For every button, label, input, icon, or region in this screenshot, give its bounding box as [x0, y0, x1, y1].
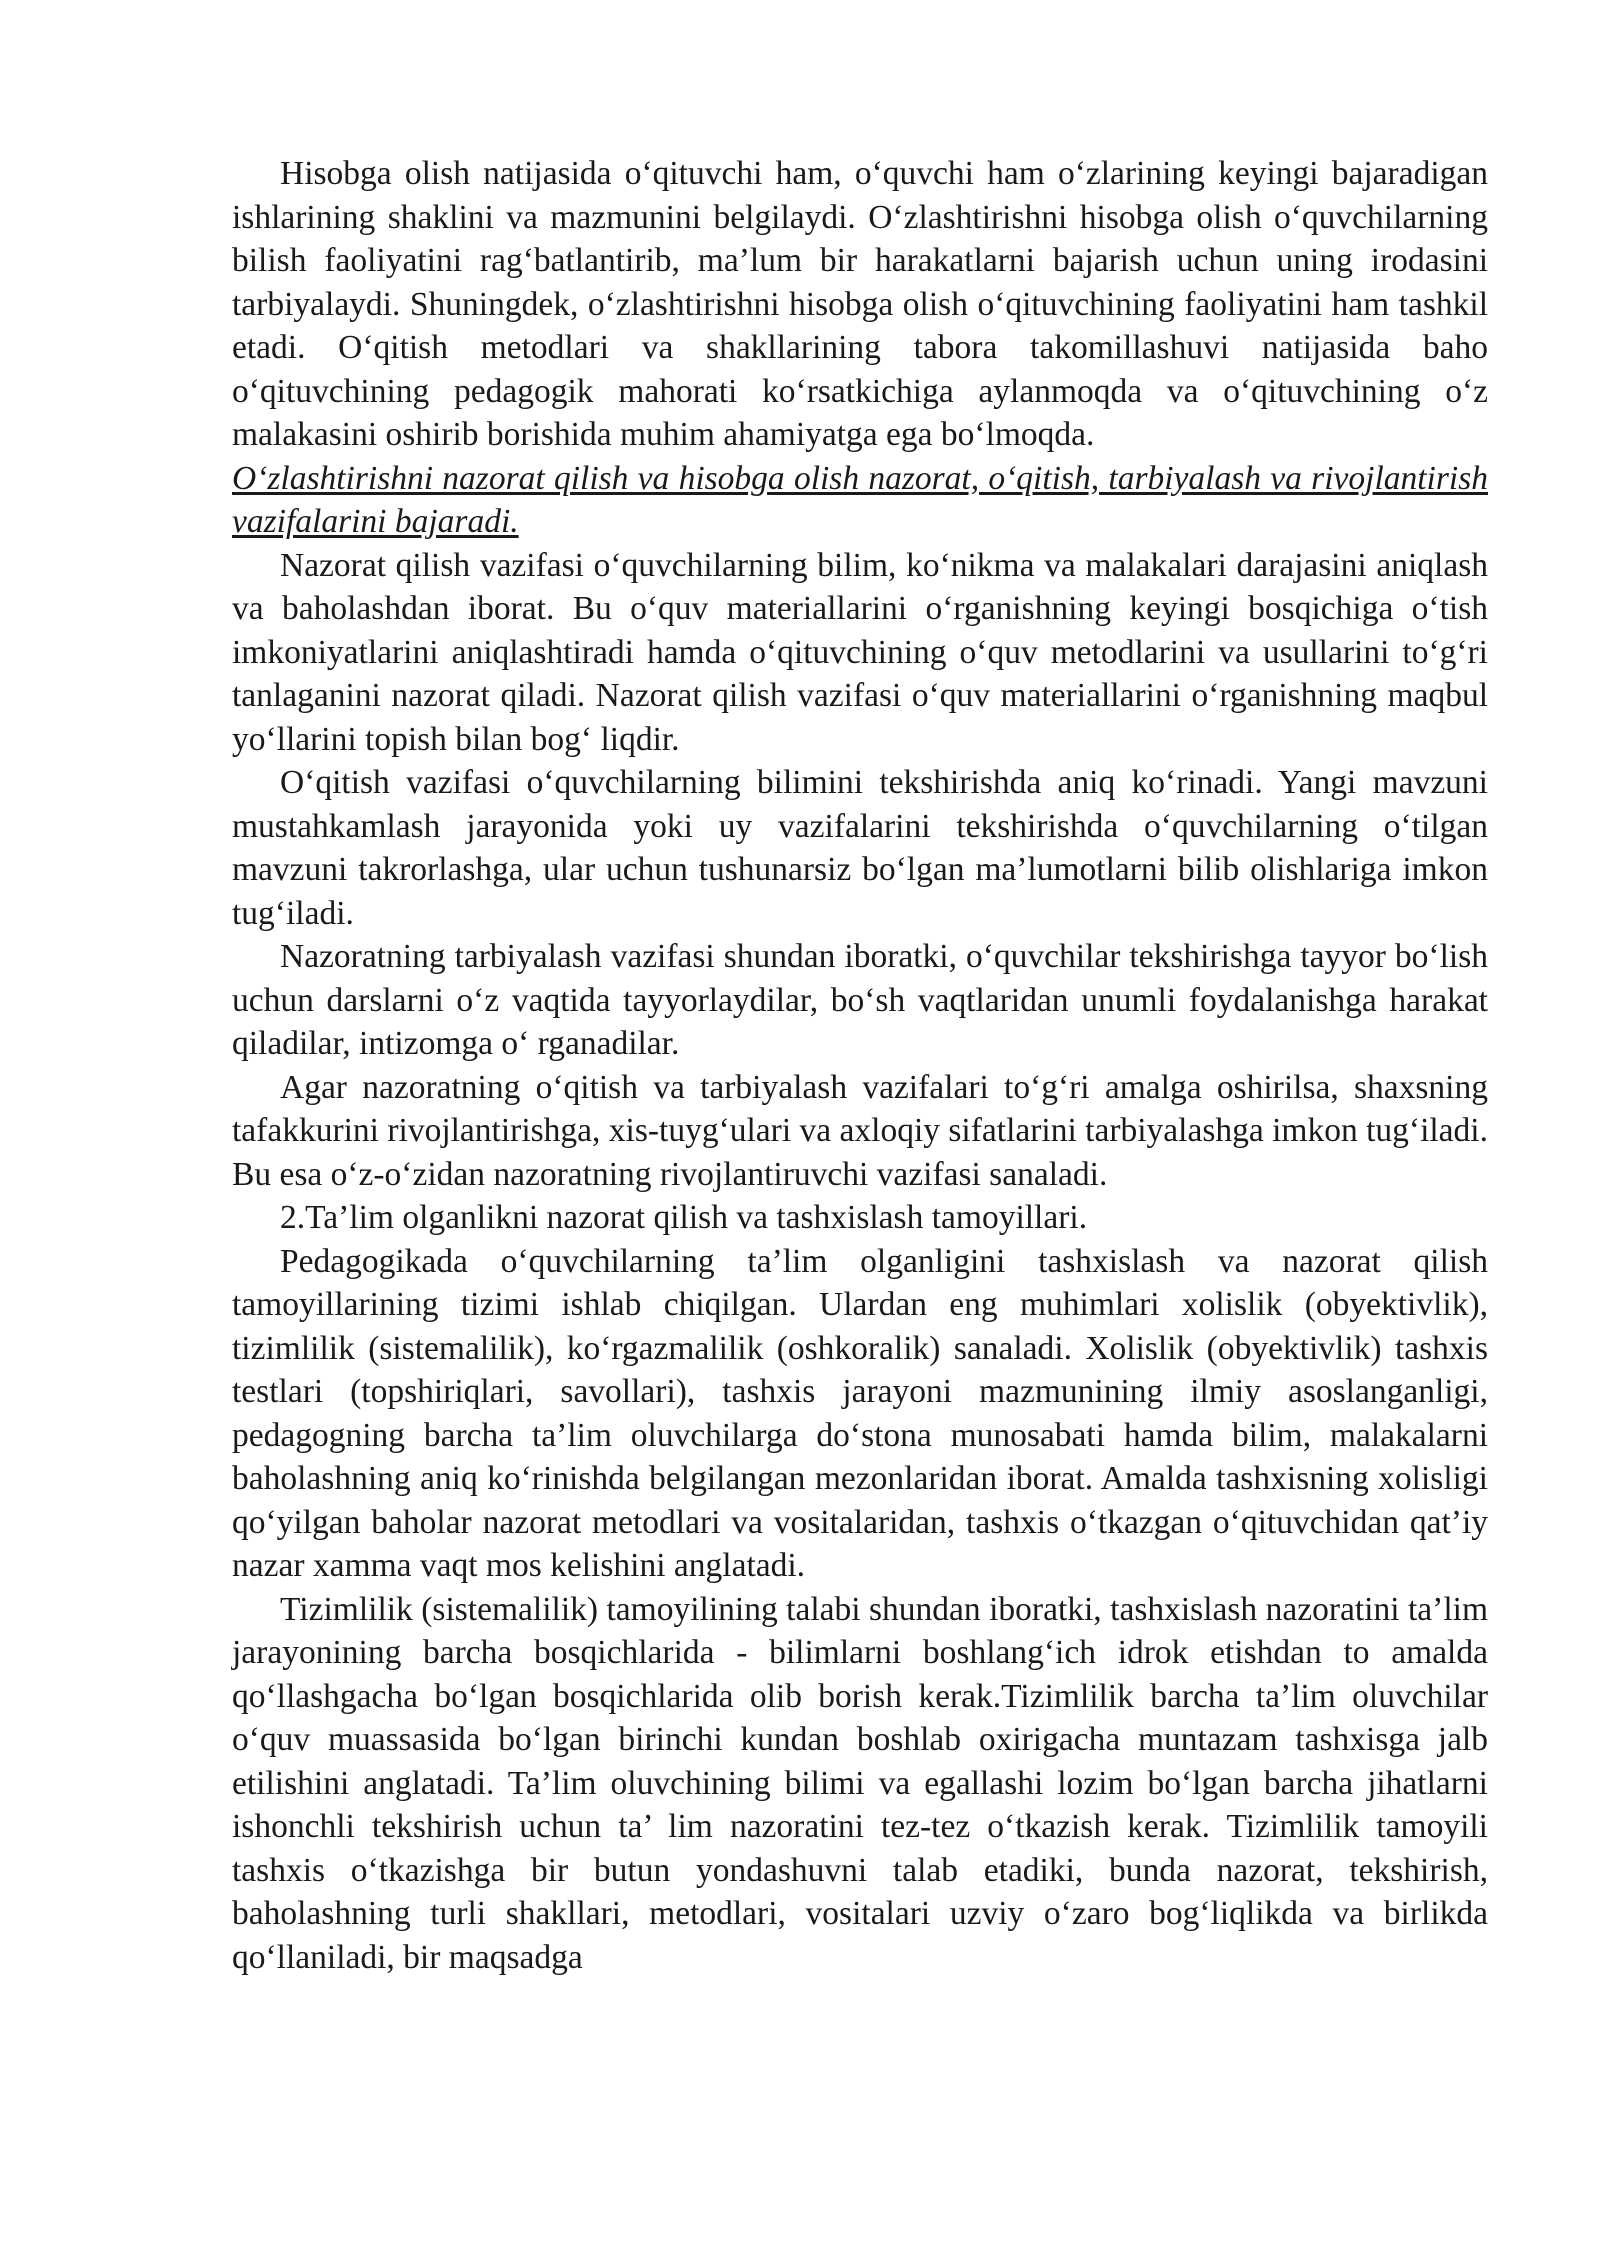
section-heading-italic: O‘zlashtirishni nazorat qilish va hisobga olish nazorat, o‘qitish, tarbiyalash va rivojlantirish vazifalarini bajaradi.	[232, 459, 1488, 540]
paragraph-tizimlilik: Tizimlilik (sistemalilik) tamoyilining talabi shundan iboratki, tashxislash nazoratini ta’lim jarayonining barcha bosqichlarida - bilimlarni boshlang‘ich idrok etishdan to amalda qo‘llashgacha bo‘lgan bosqichlarida olib borish kerak.Tizimlilik barcha ta’lim oluvchilar o‘quv muassasida bo‘lgan birinchi kundan boshlab oxirigacha muntazam tashxisga jalb etilishini anglatadi. Ta’lim oluvchining bilimi va egallashi lozim bo‘lgan barcha jihatlarni ishonchli tekshirish uchun ta’ lim nazoratini tez-tez o‘tkazish kerak. Tizimlilik tamoyili tashxis o‘tkazishga bir butun yondashuvni talab etadiki, bunda nazorat, tekshirish, baholashning turli shakllari, metodlari, vositalari uzviy o‘zaro bog‘liqlikda va birlikda qo‘llaniladi, bir maqsadga	[232, 1590, 1488, 1976]
paragraph-oqitish-vazifasi: O‘qitish vazifasi o‘quvchilarning bilimini tekshirishda aniq ko‘rinadi. Yangi mavzuni mustahkamlash jarayonida yoki uy vazifalarini tekshirishda o‘quvchilarning o‘tilgan mavzuni takrorlashga, ular uchun tushunarsiz bo‘lgan ma’lumotlarni bilib olishlariga imkon tug‘iladi.	[232, 764, 1488, 932]
section-heading-numbered: 2.Ta’lim olganlikni nazorat qilish va tashxislash tamoyillari.	[280, 1199, 1088, 1236]
paragraph-nazorat-vazifasi: Nazorat qilish vazifasi o‘quvchilarning bilim, ko‘nikma va malakalari darajasini aniqlash va baholashdan iborat. Bu o‘quv materiallarini o‘rganishning keyingi bosqichiga o‘tish imkoniyatlarini aniqlashtiradi hamda o‘qituvchining o‘quv metodlarini va usullarini to‘g‘ri tanlaganini nazorat qiladi. Nazorat qilish vazifasi o‘quv materiallarini o‘rganishning maqbul yo‘llarini topish bilan bog‘ liqdir.	[232, 546, 1488, 758]
document-body	[232, 152, 1488, 1979]
paragraph-tarbiyalash-vazifasi: Nazoratning tarbiyalash vazifasi shundan iboratki, o‘quvchilar tekshirishga tayyor bo‘lish uchun darslarni o‘z vaqtida tayyorlaydilar, bo‘sh vaqtlaridan unumli foydalanishga harakat qiladilar, intizomga o‘ rganadilar.	[232, 938, 1488, 1062]
paragraph-rivojlantiruvchi-vazifa: Agar nazoratning o‘qitish va tarbiyalash vazifalari to‘g‘ri amalga oshirilsa, shaxsning tafakkurini rivojlantirishga, xis-tuyg‘ulari va axloqiy sifatlarini tarbiyalashga imkon tug‘iladi. Bu esa o‘z-o‘zidan nazoratning rivojlantiruvchi vazifasi sanaladi.	[232, 1068, 1488, 1193]
paragraph-hisobga-olish: Hisobga olish natijasida o‘qituvchi ham, o‘quvchi ham o‘zlarining keyingi bajaradigan ishlarining shaklini va mazmunini belgilaydi. O‘zlashtirishni hisobga olish o‘quvchilarning bilish faoliyatini rag‘batlantirib, ma’lum bir harakatlarni bajarish uchun uning irodasini tarbiyalaydi. Shuningdek, o‘zlashtirishni hisobga olish o‘qituvchining faoliyatini ham tashkil etadi. O‘qitish metodlari va shakllarining tabora takomillashuvi natijasida baho o‘qituvchining pedagogik mahorati ko‘rsatkichiga aylanmoqda va o‘qituvchining o‘z malakasini oshirib borishida muhim ahamiyatga ega bo‘lmoqda.	[232, 155, 1488, 453]
paragraph-tamoyillar: Pedagogikada o‘quvchilarning ta’lim olganligini tashxislash va nazorat qilish tamoyillarining tizimi ishlab chiqilgan. Ulardan eng muhimlari xolislik (obyektivlik), tizimlilik (sistemalilik), ko‘rgazmalilik (oshkoralik) sanaladi. Xolislik (obyektivlik) tashxis testlari (topshiriqlari, savollari), tashxis jarayoni mazmunining ilmiy asoslanganligi, pedagogning barcha ta’lim oluvchilarga do‘stona munosabati hamda bilim, malakalarni baholashning aniq ko‘rinishda belgilangan mezonlaridan iborat. Amalda tashxisning xolisligi qo‘yilgan baholar nazorat metodlari va vositalaridan, tashxis o‘tkazgan o‘qituvchidan qat’iy nazar xamma vaqt mos kelishini anglatadi.	[232, 1242, 1488, 1584]
